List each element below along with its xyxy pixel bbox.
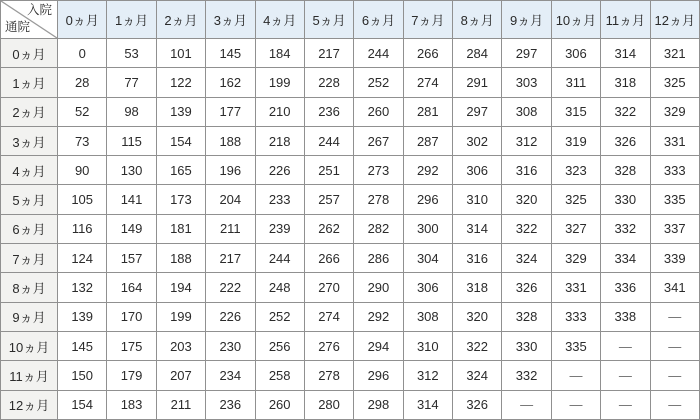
table-row — [1, 361, 700, 390]
data-cell: 300 — [403, 214, 452, 243]
data-cell: 333 — [551, 302, 600, 331]
data-cell: 165 — [156, 156, 205, 185]
data-cell: 303 — [502, 68, 551, 97]
data-cell: 53 — [107, 39, 156, 68]
data-cell: 188 — [156, 244, 205, 273]
table-row — [1, 68, 700, 97]
data-cell: 157 — [107, 244, 156, 273]
data-cell: 124 — [58, 244, 107, 273]
data-cell: 145 — [206, 39, 255, 68]
data-cell: 170 — [107, 302, 156, 331]
data-cell: 308 — [502, 97, 551, 126]
data-cell: 292 — [354, 302, 403, 331]
data-cell: 266 — [304, 244, 353, 273]
data-cell: 319 — [551, 126, 600, 155]
data-cell: 211 — [206, 214, 255, 243]
data-cell: 257 — [304, 185, 353, 214]
data-cell: 228 — [304, 68, 353, 97]
row-header-12m: 12ヵ月 — [1, 390, 58, 419]
data-cell: 252 — [354, 68, 403, 97]
table-row — [1, 331, 700, 360]
col-header-6m: 6ヵ月 — [354, 1, 403, 39]
table-row — [1, 126, 700, 155]
data-cell: 217 — [304, 39, 353, 68]
data-cell: 164 — [107, 273, 156, 302]
data-cell: 122 — [156, 68, 205, 97]
data-cell: 188 — [206, 126, 255, 155]
table-row — [1, 39, 700, 68]
data-cell: 105 — [58, 185, 107, 214]
data-cell: 28 — [58, 68, 107, 97]
data-cell: 239 — [255, 214, 304, 243]
data-cell-empty: — — [650, 331, 700, 360]
data-cell: 270 — [304, 273, 353, 302]
data-cell: 154 — [156, 126, 205, 155]
corner-cell — [1, 1, 58, 39]
data-cell: 335 — [551, 331, 600, 360]
row-header-9m: 9ヵ月 — [1, 302, 58, 331]
data-cell: 266 — [403, 39, 452, 68]
data-cell: 244 — [255, 244, 304, 273]
data-cell: 296 — [354, 361, 403, 390]
data-cell: 179 — [107, 361, 156, 390]
row-header-10m: 10ヵ月 — [1, 331, 58, 360]
table-row — [1, 214, 700, 243]
data-cell: 294 — [354, 331, 403, 360]
data-cell: 116 — [58, 214, 107, 243]
row-header-7m: 7ヵ月 — [1, 244, 58, 273]
data-cell: 150 — [58, 361, 107, 390]
data-cell: 211 — [156, 390, 205, 419]
data-cell-empty: — — [551, 361, 600, 390]
col-header-11m: 11ヵ月 — [601, 1, 650, 39]
data-cell-empty: — — [502, 390, 551, 419]
data-cell: 328 — [502, 302, 551, 331]
table-row — [1, 244, 700, 273]
col-header-12m: 12ヵ月 — [650, 1, 700, 39]
data-cell: 320 — [453, 302, 502, 331]
data-cell: 154 — [58, 390, 107, 419]
data-cell-empty: — — [650, 361, 700, 390]
data-cell: 281 — [403, 97, 452, 126]
data-cell: 332 — [601, 214, 650, 243]
data-cell: 204 — [206, 185, 255, 214]
data-cell: 218 — [255, 126, 304, 155]
data-cell: 115 — [107, 126, 156, 155]
data-cell: 328 — [601, 156, 650, 185]
data-cell: 262 — [304, 214, 353, 243]
data-cell: 324 — [453, 361, 502, 390]
data-cell: 318 — [453, 273, 502, 302]
data-cell: 98 — [107, 97, 156, 126]
col-header-10m: 10ヵ月 — [551, 1, 600, 39]
data-cell: 311 — [551, 68, 600, 97]
data-cell: 244 — [354, 39, 403, 68]
data-cell: 217 — [206, 244, 255, 273]
data-cell: 0 — [58, 39, 107, 68]
data-cell: 101 — [156, 39, 205, 68]
data-cell: 184 — [255, 39, 304, 68]
row-header-4m: 4ヵ月 — [1, 156, 58, 185]
data-cell: 282 — [354, 214, 403, 243]
data-cell: 320 — [502, 185, 551, 214]
data-cell: 177 — [206, 97, 255, 126]
data-cell: 183 — [107, 390, 156, 419]
data-cell: 298 — [354, 390, 403, 419]
row-header-8m: 8ヵ月 — [1, 273, 58, 302]
data-cell: 175 — [107, 331, 156, 360]
data-cell: 327 — [551, 214, 600, 243]
data-cell: 314 — [403, 390, 452, 419]
table-row — [1, 302, 700, 331]
row-header-1m: 1ヵ月 — [1, 68, 58, 97]
header-row — [1, 1, 700, 39]
data-cell: 314 — [601, 39, 650, 68]
data-cell: 310 — [403, 331, 452, 360]
col-header-4m: 4ヵ月 — [255, 1, 304, 39]
data-cell: 73 — [58, 126, 107, 155]
data-cell: 278 — [354, 185, 403, 214]
data-cell: 316 — [453, 244, 502, 273]
data-cell: 330 — [601, 185, 650, 214]
data-cell: 207 — [156, 361, 205, 390]
data-cell: 322 — [601, 97, 650, 126]
data-cell: 315 — [551, 97, 600, 126]
data-cell: 318 — [601, 68, 650, 97]
data-cell: 323 — [551, 156, 600, 185]
data-cell: 312 — [502, 126, 551, 155]
data-cell: 331 — [551, 273, 600, 302]
data-cell-empty: — — [650, 390, 700, 419]
data-cell: 252 — [255, 302, 304, 331]
table-row — [1, 156, 700, 185]
data-cell: 139 — [156, 97, 205, 126]
data-cell: 326 — [502, 273, 551, 302]
data-cell: 336 — [601, 273, 650, 302]
table-row — [1, 273, 700, 302]
data-cell: 173 — [156, 185, 205, 214]
data-cell-empty: — — [601, 361, 650, 390]
data-cell: 292 — [403, 156, 452, 185]
data-cell-empty: — — [650, 302, 700, 331]
data-cell: 226 — [206, 302, 255, 331]
data-cell: 222 — [206, 273, 255, 302]
data-cell: 339 — [650, 244, 700, 273]
data-cell: 330 — [502, 331, 551, 360]
corner-label-hospitalization: 入院 — [26, 3, 52, 17]
data-cell: 322 — [502, 214, 551, 243]
data-cell: 145 — [58, 331, 107, 360]
data-cell: 291 — [453, 68, 502, 97]
data-cell: 230 — [206, 331, 255, 360]
col-header-0m: 0ヵ月 — [58, 1, 107, 39]
data-cell: 286 — [354, 244, 403, 273]
data-cell: 325 — [650, 68, 700, 97]
data-cell: 260 — [354, 97, 403, 126]
corner-label-outpatient: 通院 — [5, 20, 31, 35]
data-cell-empty: — — [551, 390, 600, 419]
data-cell: 256 — [255, 331, 304, 360]
data-cell: 290 — [354, 273, 403, 302]
data-cell: 325 — [551, 185, 600, 214]
row-header-3m: 3ヵ月 — [1, 126, 58, 155]
data-cell: 329 — [650, 97, 700, 126]
data-cell-empty: — — [601, 331, 650, 360]
data-cell: 260 — [255, 390, 304, 419]
col-header-2m: 2ヵ月 — [156, 1, 205, 39]
data-cell: 226 — [255, 156, 304, 185]
data-cell: 278 — [304, 361, 353, 390]
data-cell: 139 — [58, 302, 107, 331]
col-header-3m: 3ヵ月 — [206, 1, 255, 39]
data-cell: 284 — [453, 39, 502, 68]
data-cell: 308 — [403, 302, 452, 331]
data-cell: 322 — [453, 331, 502, 360]
data-cell: 194 — [156, 273, 205, 302]
data-cell: 274 — [304, 302, 353, 331]
row-header-5m: 5ヵ月 — [1, 185, 58, 214]
data-cell: 181 — [156, 214, 205, 243]
data-cell: 90 — [58, 156, 107, 185]
data-cell: 314 — [453, 214, 502, 243]
data-cell: 132 — [58, 273, 107, 302]
data-cell: 130 — [107, 156, 156, 185]
data-cell: 236 — [304, 97, 353, 126]
col-header-8m: 8ヵ月 — [453, 1, 502, 39]
data-cell: 329 — [551, 244, 600, 273]
data-cell: 333 — [650, 156, 700, 185]
data-cell: 274 — [403, 68, 452, 97]
data-cell-empty: — — [601, 390, 650, 419]
data-cell: 258 — [255, 361, 304, 390]
data-cell: 141 — [107, 185, 156, 214]
data-cell: 248 — [255, 273, 304, 302]
data-cell: 267 — [354, 126, 403, 155]
table-row — [1, 390, 700, 419]
data-cell: 276 — [304, 331, 353, 360]
data-cell: 321 — [650, 39, 700, 68]
data-cell: 296 — [403, 185, 452, 214]
data-cell: 287 — [403, 126, 452, 155]
data-cell: 236 — [206, 390, 255, 419]
row-header-2m: 2ヵ月 — [1, 97, 58, 126]
data-cell: 149 — [107, 214, 156, 243]
data-cell: 331 — [650, 126, 700, 155]
col-header-5m: 5ヵ月 — [304, 1, 353, 39]
data-cell: 306 — [403, 273, 452, 302]
data-cell: 244 — [304, 126, 353, 155]
data-cell: 280 — [304, 390, 353, 419]
data-cell: 306 — [453, 156, 502, 185]
data-cell: 273 — [354, 156, 403, 185]
data-cell: 324 — [502, 244, 551, 273]
data-cell: 332 — [502, 361, 551, 390]
data-cell: 210 — [255, 97, 304, 126]
data-cell: 234 — [206, 361, 255, 390]
data-cell: 335 — [650, 185, 700, 214]
data-cell: 306 — [551, 39, 600, 68]
row-header-0m: 0ヵ月 — [1, 39, 58, 68]
data-cell: 326 — [601, 126, 650, 155]
data-cell: 196 — [206, 156, 255, 185]
data-cell: 302 — [453, 126, 502, 155]
data-cell: 233 — [255, 185, 304, 214]
data-cell: 297 — [453, 97, 502, 126]
col-header-7m: 7ヵ月 — [403, 1, 452, 39]
col-header-1m: 1ヵ月 — [107, 1, 156, 39]
data-cell: 203 — [156, 331, 205, 360]
data-cell: 334 — [601, 244, 650, 273]
data-cell: 297 — [502, 39, 551, 68]
data-cell: 312 — [403, 361, 452, 390]
data-cell: 310 — [453, 185, 502, 214]
data-cell: 337 — [650, 214, 700, 243]
col-header-9m: 9ヵ月 — [502, 1, 551, 39]
data-cell: 304 — [403, 244, 452, 273]
data-cell: 341 — [650, 273, 700, 302]
data-cell: 52 — [58, 97, 107, 126]
row-header-6m: 6ヵ月 — [1, 214, 58, 243]
data-cell: 316 — [502, 156, 551, 185]
row-header-11m: 11ヵ月 — [1, 361, 58, 390]
data-cell: 338 — [601, 302, 650, 331]
data-cell: 199 — [255, 68, 304, 97]
data-cell: 162 — [206, 68, 255, 97]
data-cell: 251 — [304, 156, 353, 185]
table-row — [1, 185, 700, 214]
table-row — [1, 97, 700, 126]
data-cell: 326 — [453, 390, 502, 419]
data-cell: 77 — [107, 68, 156, 97]
data-cell: 199 — [156, 302, 205, 331]
